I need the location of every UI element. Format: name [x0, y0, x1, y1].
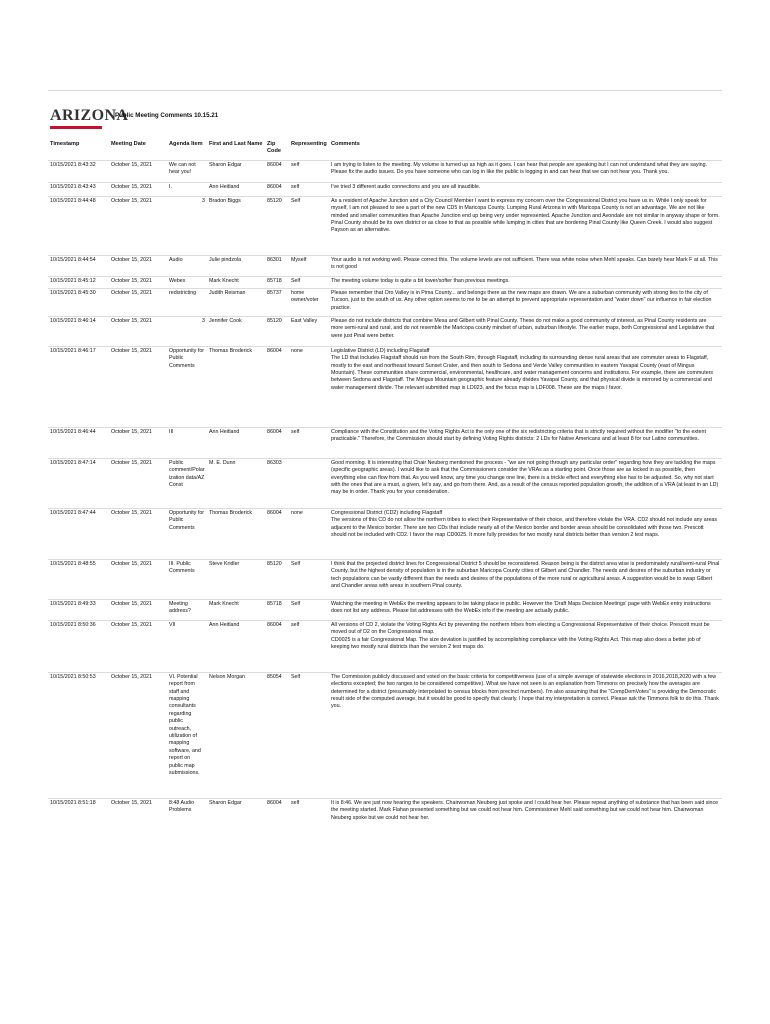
comment-cell: Legislative District (LD) including Flagstaff The LD that includes Flagstaff should run from the South Rim, through Flagstaff, including its surrounding dense rural areas that are commuter areas to Flagstaff, mostly to the east and northeast toward Sunset Crater, and then south to Sedona and Verde Valley communities in eastern Yavapai County (east of Mingus Mountain). These communities share commercial, environmental, healthcare, and water management concerns and institutions. For example, there are commuters between Sedona and Flagstaff. The Mingus Mountain geographic feature already divides Yavapai County, and that physical divide is mirrored by a commercial and water management divide. The relevant submitted map is LD023, and the focus map is LDF008. These are the maps I favor. [329, 346, 722, 427]
zip-code-cell: 85718 [265, 599, 289, 620]
table-row [48, 255, 722, 276]
meeting-date-cell: October 15, 2021 [109, 196, 167, 255]
table-row [48, 196, 722, 255]
representing-cell [289, 458, 329, 508]
table-row [48, 559, 722, 599]
timestamp-cell: 10/15/2021 8:46:14 [48, 316, 109, 346]
timestamp-cell: 10/15/2021 8:44:48 [48, 196, 109, 255]
agenda-item-cell: Opportunity for Public Comments [167, 508, 207, 559]
comment-cell: It is 8:46. We are just now hearing the speakers. Chairwoman Neuberg just spoke and I could hear her. Please repeat anything of substance that has been said since the meeting started. Mark Flahan presented something but we could not hear him. Commissioner Mehl said something but we could not hear him. Chairwoman Neuberg spoke but we could not hear her. [329, 798, 722, 828]
zip-code-cell: 86004 [265, 508, 289, 559]
logo-text: ARIZONA [50, 107, 129, 124]
meeting-date-cell: October 15, 2021 [109, 458, 167, 508]
representing-cell: Self [289, 196, 329, 255]
column-header: First and Last Name [209, 141, 263, 147]
meeting-date-cell: October 15, 2021 [109, 276, 167, 288]
agenda-item-cell: Public comment/Polarization data/AZ Const [167, 458, 207, 508]
name-cell: Judith Reisman [207, 288, 265, 316]
agenda-item-cell: VI. Potential report from staff and mapping consultants regarding public outreach, utilization of mapping software, and report on public map submissions. [167, 672, 207, 798]
comment-cell: Please do not include districts that combine Mesa and Gilbert with Pinal County. These do not make a good community of interest, as Pinal County residents are more semi-rural and rural, and do not resemble the Maricopa county mindset of urban, suburban lifestyle. The earlier maps, both Congressional and Legislative that were just Pinal were better. [329, 316, 722, 346]
representing-cell: East Valley [289, 316, 329, 346]
meeting-date-cell: October 15, 2021 [109, 182, 167, 196]
table-row [48, 276, 722, 288]
agenda-item-cell: III [167, 427, 207, 458]
timestamp-cell: 10/15/2021 8:51:18 [48, 798, 109, 828]
timestamp-cell: 10/15/2021 8:48:55 [48, 559, 109, 599]
timestamp-cell: 10/15/2021 8:43:32 [48, 160, 109, 182]
zip-code-cell: 85718 [265, 276, 289, 288]
agenda-item-cell: 8:48 Audio Problems [167, 798, 207, 828]
zip-code-cell: 85120 [265, 196, 289, 255]
zip-code-cell: 85120 [265, 316, 289, 346]
comment-cell: The meeting volume today is quite a bit lower/softer than previous meetings. [329, 276, 722, 288]
representing-cell: home owner/voter [289, 288, 329, 316]
name-cell: Thomas Broderick [207, 346, 265, 427]
comment-cell: Congressional District (CD2) including Flagstaff The versions of this CD do not allow the northern tribes to elect their Representative of their choice, and therefore violate the VRA. CD2 should not include any areas adjacent to the Mexico border. There are two CDs that include nearly all of the Mexico border and border areas should be consolidated with those two. Prescott should not be included with CD2. I favor the map CD0025. It more fully provides for two mostly rural districts better than version 2 test maps. [329, 508, 722, 559]
table-row [48, 458, 722, 508]
name-cell: Ann Heitland [207, 427, 265, 458]
meeting-date-cell: October 15, 2021 [109, 288, 167, 316]
comment-cell: Good morning. It is interesting that Chair Neuberg mentioned the process - "we are not going through any particular order" regarding how they are tackling the maps (specific geographic areas). I would like to ask that the Commissioners consider the VRAs as a starting point. Once those are as locked in as possible, then everything else can flow from that. As you well know, any time you change one line, there is a trickle effect and everything else has to be adjusted. So, why not start with the ones that are a must, a given, let's say, and go from there. And, as a result of the census reported population growth, the addition of a VRA (at least in an LD) may be in order. Thank you for your consideration. [329, 458, 722, 508]
name-cell: Ann Heitland [207, 182, 265, 196]
timestamp-cell: 10/15/2021 8:46:44 [48, 427, 109, 458]
zip-code-cell: 86004 [265, 427, 289, 458]
representing-cell: Self [289, 276, 329, 288]
comment-cell: I've tried 3 different audio connections and you are all inaudible. [329, 182, 722, 196]
table-row [48, 508, 722, 559]
comment-cell: I think that the projected district lines for Congressional District 5 should be reconsidered. Reason being is the district area wise is predominately rural/semi-rural Pinal County, but the highest density of population is in the suburban Maricopa County cities of Gilbert and Chandler. The needs and desires of the suburban industry or tech populations can be vastly different than the needs and desires of the populations of the more rural or agricultural areas. A suggestion would be to swap Gilbert and Chandler areas with areas in southern Pinal county. [329, 559, 722, 599]
column-header: Representing [291, 141, 327, 147]
zip-code-cell: 85120 [265, 559, 289, 599]
zip-code-cell: 86303 [265, 458, 289, 508]
representing-cell: self [289, 798, 329, 828]
meeting-date-cell: October 15, 2021 [109, 255, 167, 276]
table-row [48, 599, 722, 620]
meeting-date-cell: October 15, 2021 [109, 559, 167, 599]
meeting-date-cell: October 15, 2021 [109, 672, 167, 798]
timestamp-cell: 10/15/2021 8:43:43 [48, 182, 109, 196]
agenda-item-cell: Audio [167, 255, 207, 276]
name-cell: Mark Knecht [207, 276, 265, 288]
agenda-item-cell: I. [167, 182, 207, 196]
comments-table [48, 141, 722, 828]
name-cell: Steve Kridler [207, 559, 265, 599]
agenda-item-cell: Meeting address? [167, 599, 207, 620]
zip-code-cell: 86004 [265, 620, 289, 672]
column-header: Agenda Item [169, 141, 203, 147]
zip-code-cell: 86004 [265, 346, 289, 427]
comment-cell: Your audio is not working well. Please correct this. The volume levels are not sufficient. There was white noise when Mehl speaks. Can barely hear Mark F at all. This is not good [329, 255, 722, 276]
comment-cell: Compliance with the Constitution and the Voting Rights Act is the only one of the six redistricting criteria that is strictly required without the modifier "to the extent practicable." Therefore, the Commission should start by defining Voting Rights districts: 2 LDs for Native Americans and at least 8 for our Latino communities. [329, 427, 722, 458]
agenda-item-cell: redistricting [167, 288, 207, 316]
table-row [48, 288, 722, 316]
timestamp-cell: 10/15/2021 8:46:17 [48, 346, 109, 427]
representing-cell: self [289, 160, 329, 182]
meeting-date-cell: October 15, 2021 [109, 427, 167, 458]
table-row [48, 182, 722, 196]
meeting-date-cell: October 15, 2021 [109, 160, 167, 182]
representing-cell: Self [289, 672, 329, 798]
table-row [48, 620, 722, 672]
zip-code-cell: 86004 [265, 182, 289, 196]
zip-code-cell: 86004 [265, 160, 289, 182]
comment-cell: Watching the meeting in WebEx the meeting appears to be taking place in public. However the 'Draft Maps Decision Meetings' page with WebEx entry instructions does not list any address. Please list addresses with the WebEx info if the meeting are actually public. [329, 599, 722, 620]
comment-cell: The Commission publicly discussed and voted on the basic criteria for competitiveness (use of a simple average of statewide elections in 2016,2018,2020 with a few elections excepted; the two ranges to be considered competitive). What we have not seen is an explanation from Timmons on precisely how the averages are determined for a district (presumably interpolated to census blocks from precinct numbers). I'm also assuming that the "CompDemVotes" is providing the Democratic result side of the computed average, but it would be good to specify that clearly. I hope that my interpretation is correct. Please ask the Timmons folk to do this. Thank you. [329, 672, 722, 798]
name-cell: Thomas Broderick [207, 508, 265, 559]
name-cell: Mark Knecht [207, 599, 265, 620]
agenda-item-cell: Webex [167, 276, 207, 288]
comment-cell: As a resident of Apache Junction and a City Council Member I want to express my concern over the Congressional District you have us in. While I only speak for myself, I am not pleased to see a part of the new CD5 in Maricopa County. Lumping Rural Arizona in with Maricopa County is not an advantage. We are not like minded and smaller communities than Apache Junction end up being very under represented. Apache Junction and Avondale are not similar in anyway shape or form. Pinal County should be its own district or as close to that as possible while lumping in cities that are bordering Pinal County like Queen Creek. I would also suggest Payson as an alternative. [329, 196, 722, 255]
meeting-date-cell: October 15, 2021 [109, 599, 167, 620]
table-row [48, 316, 722, 346]
table-row [48, 346, 722, 427]
table-row [48, 427, 722, 458]
representing-cell: self [289, 427, 329, 458]
timestamp-cell: 10/15/2021 8:50:36 [48, 620, 109, 672]
agenda-item-cell: 3 [167, 196, 207, 255]
representing-cell: self [289, 182, 329, 196]
agenda-item-cell: III. Public Comments [167, 559, 207, 599]
timestamp-cell: 10/15/2021 8:45:12 [48, 276, 109, 288]
timestamp-cell: 10/15/2021 8:50:53 [48, 672, 109, 798]
timestamp-cell: 10/15/2021 8:49:33 [48, 599, 109, 620]
page-header [48, 90, 722, 141]
table-row [48, 798, 722, 828]
meeting-date-cell: October 15, 2021 [109, 346, 167, 427]
meeting-date-cell: October 15, 2021 [109, 620, 167, 672]
comment-cell: Please remember that Oro Valley is in Pima County... and belongs there as the new maps are drawn. We are a suburban community with strong ties to the city of Tucson, just to the south of us. Any other option seems to me to be an attempt to prevent appropriate representation and "water down" our influence in fair election practice. [329, 288, 722, 316]
timestamp-cell: 10/15/2021 8:44:54 [48, 255, 109, 276]
agenda-item-cell: 3 [167, 316, 207, 346]
representing-cell: Self [289, 599, 329, 620]
logo-underline [50, 126, 102, 129]
column-header: Timestamp [50, 141, 80, 147]
comment-cell: All versions of CD 2, violate the Voting Rights Act by preventing the northern tribes from electing a Congressional Representative of their choice. Prescott must be moved out of D2 on the Congressional map. CD0025 is a fair Congressional Map. The size deviation is justified by accomplishing compliance with the Voting Rights Act. This map also does a better job of keeping two mostly rural districts than the version 2 test maps do. [329, 620, 722, 672]
agenda-item-cell: We can not hear you! [167, 160, 207, 182]
name-cell: Bradon Biggs [207, 196, 265, 255]
table-row [48, 160, 722, 182]
column-header: Comments [331, 141, 360, 147]
representing-cell: self [289, 620, 329, 672]
name-cell: M. E. Dunn [207, 458, 265, 508]
timestamp-cell: 10/15/2021 8:47:44 [48, 508, 109, 559]
arizona-logo [50, 107, 129, 128]
comment-cell: I am trying to listen to the meeting. My volume is turned up as high as it goes. I can hear that people are speaking but I can not understand what they are saying. Please fix the audio issues. Do you have someone who can log in like the public is logging in and can hear that we can not hear you. Thank you. [329, 160, 722, 182]
meeting-date-cell: October 15, 2021 [109, 508, 167, 559]
zip-code-cell: 86004 [265, 798, 289, 828]
name-cell: Jennifer Cook [207, 316, 265, 346]
representing-cell: Myself [289, 255, 329, 276]
document-title: Public Meeting Comments 10.15.21 [115, 112, 219, 119]
zip-code-cell: 85054 [265, 672, 289, 798]
timestamp-cell: 10/15/2021 8:45:30 [48, 288, 109, 316]
representing-cell: none [289, 508, 329, 559]
meeting-date-cell: October 15, 2021 [109, 316, 167, 346]
name-cell: Ann Heitland [207, 620, 265, 672]
meeting-date-cell: October 15, 2021 [109, 798, 167, 828]
representing-cell: Self [289, 559, 329, 599]
spreadsheet-page [48, 90, 722, 828]
name-cell: Julie pindzola [207, 255, 265, 276]
representing-cell: none [289, 346, 329, 427]
name-cell: Nelson Morgan [207, 672, 265, 798]
column-header: Meeting Date [111, 141, 146, 147]
name-cell: Sharon Edgar [207, 160, 265, 182]
column-header: Zip Code [267, 141, 281, 155]
zip-code-cell: 85737 [265, 288, 289, 316]
table-header-row [48, 141, 722, 160]
agenda-item-cell: Opportunity for Public Comments [167, 346, 207, 427]
agenda-item-cell: VII [167, 620, 207, 672]
timestamp-cell: 10/15/2021 8:47:14 [48, 458, 109, 508]
name-cell: Sharon Edgar [207, 798, 265, 828]
zip-code-cell: 86301 [265, 255, 289, 276]
table-row [48, 672, 722, 798]
